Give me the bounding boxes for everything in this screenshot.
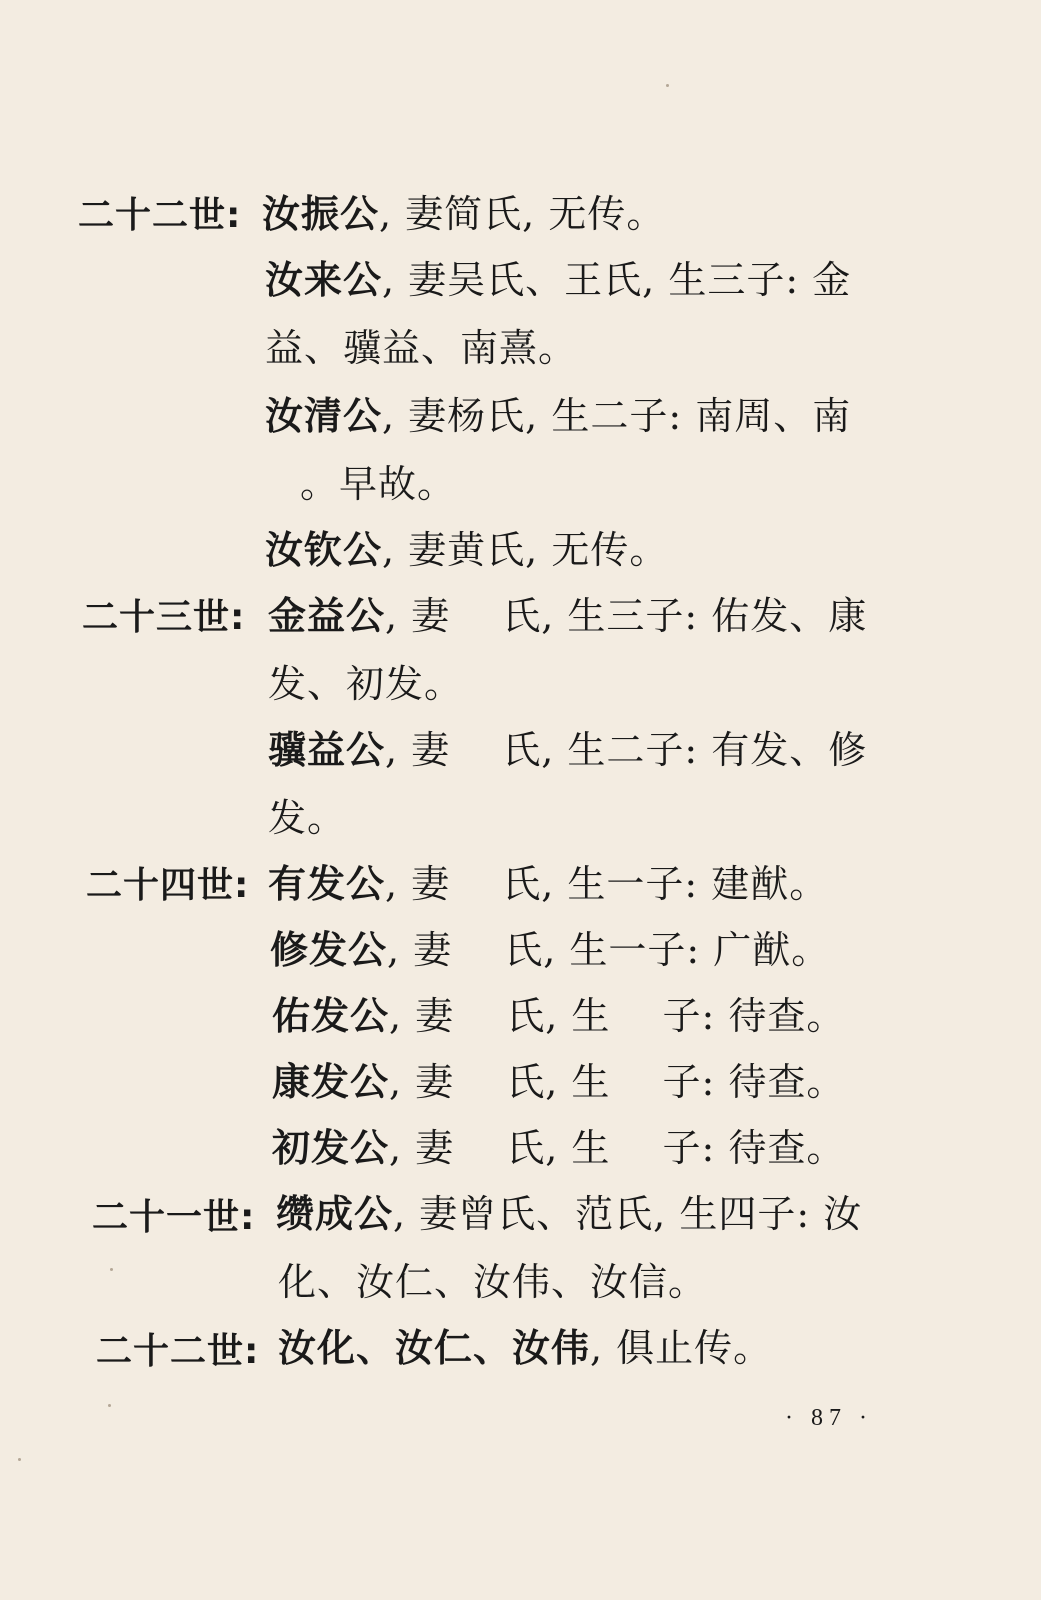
entry-line: [278, 1322, 772, 1374]
entry-continuation: 发、初发。: [268, 662, 464, 706]
person-name: 缵成公: [276, 1192, 394, 1236]
paper-speck: [110, 1268, 113, 1271]
person-name: 骥益公: [268, 728, 386, 772]
entry-text: , 妻 氏, 生 子: 待查。: [389, 1126, 846, 1170]
person-name: 汝振公: [262, 192, 380, 236]
person-name: 汝化、汝仁、汝伟: [278, 1326, 591, 1370]
entry-line: [272, 1056, 845, 1108]
entry-line: [265, 390, 851, 442]
entry-continuation: 化、汝仁、汝伟、汝信。: [278, 1260, 708, 1304]
person-name: 佑发公: [272, 994, 390, 1038]
entry-continuation: 益、骥益、南熹。: [265, 326, 578, 370]
page-number: · 87 ·: [785, 1405, 873, 1431]
entry-text: , 妻曾氏、范氏, 生四子: 汝: [393, 1192, 863, 1236]
generation-label: 二十四世:: [86, 865, 250, 906]
entry-continuation: 发。: [268, 796, 347, 840]
entry-text: , 妻 氏, 生二子: 有发、修: [385, 728, 868, 772]
entry-line: [272, 990, 845, 1042]
person-name: 初发公: [272, 1126, 390, 1170]
entry-text: , 妻 氏, 生 子: 待查。: [389, 994, 846, 1038]
entry-text: , 妻 氏, 生一子: 建猷。: [385, 862, 829, 906]
entry-text: , 妻简氏, 无传。: [379, 192, 666, 236]
paper-speck: [666, 84, 669, 87]
entry-text: , 妻吴氏、王氏, 生三子: 金: [382, 258, 852, 302]
person-name: 修发公: [270, 928, 388, 972]
generation-label: 二十二世:: [96, 1331, 260, 1372]
generation-label: 二十三世:: [82, 597, 246, 638]
entry-continuation: 。早故。: [300, 462, 457, 506]
paper-speck: [108, 1404, 111, 1407]
entry-line: [268, 724, 867, 776]
generation-label: 二十二世:: [78, 195, 242, 236]
entry-text: , 俱止传。: [590, 1326, 773, 1370]
entry-line: [270, 924, 830, 976]
entry-line: [272, 1122, 845, 1174]
entry-text: , 妻黄氏, 无传。: [382, 528, 669, 572]
person-name: 汝来公: [265, 258, 383, 302]
generation-label: 二十一世:: [92, 1197, 256, 1238]
entry-line: [265, 254, 851, 306]
person-name: 有发公: [268, 862, 386, 906]
person-name: 康发公: [272, 1060, 390, 1104]
entry-line: [265, 524, 668, 576]
entry-line: [262, 188, 665, 240]
entry-text: , 妻 氏, 生 子: 待查。: [389, 1060, 846, 1104]
paper-speck: [18, 1458, 21, 1461]
entry-text: , 妻杨氏, 生二子: 南周、南: [382, 394, 852, 438]
entry-text: , 妻 氏, 生三子: 佑发、康: [385, 594, 868, 638]
entry-line: [268, 590, 867, 642]
entry-text: , 妻 氏, 生一子: 广猷。: [387, 928, 831, 972]
person-name: 汝钦公: [265, 528, 383, 572]
entry-line: [276, 1188, 862, 1240]
person-name: 汝清公: [265, 394, 383, 438]
person-name: 金益公: [268, 594, 386, 638]
entry-line: [268, 858, 828, 910]
